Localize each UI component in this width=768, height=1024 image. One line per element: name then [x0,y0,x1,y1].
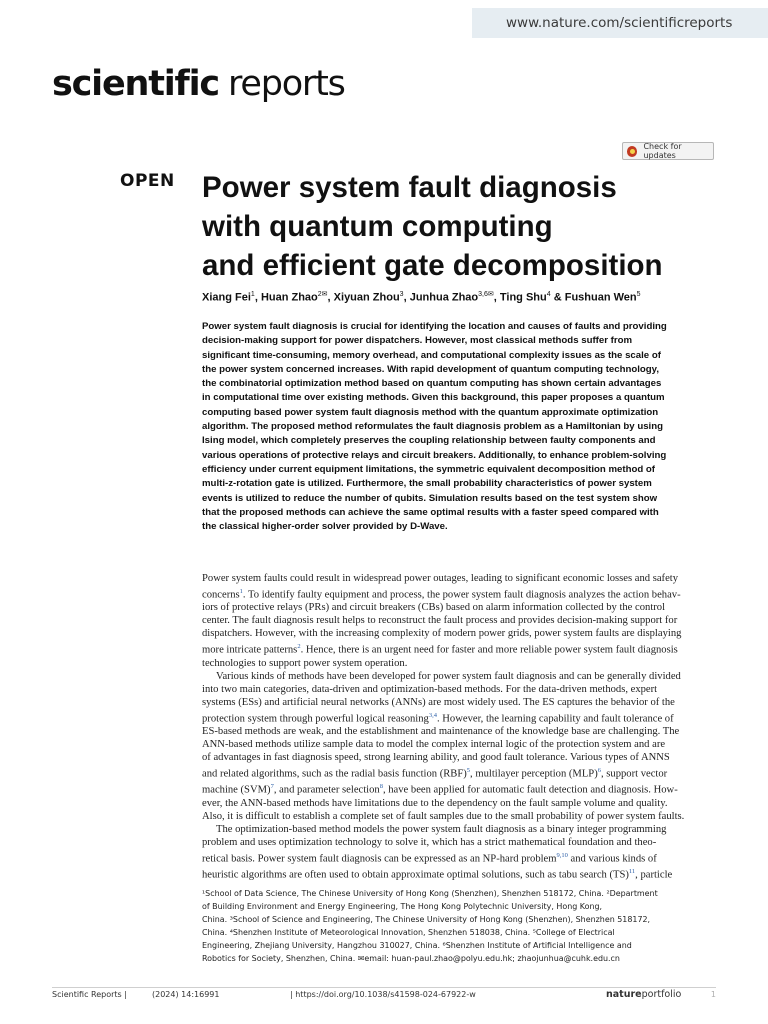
footer-doi-link[interactable]: | https://doi.org/10.1038/s41598-024-67922-w [290,990,476,999]
reference-link[interactable]: 9,10 [556,851,568,859]
body-text-span: , and parameter selection [273,784,380,796]
abstract-line: Ising model, which completely preserves the coupling relationship between faulty components and [202,435,656,447]
body-text-span: more intricate patterns [202,644,298,656]
abstract-line: events is utilized to reduce the number of qubits. Simulation results based on the test system show [202,492,658,504]
check-for-updates-button[interactable] [622,142,714,160]
footnote-line: of Building Environment and Energy Engineering, The Hong Kong Polytechnic University, Hong Kong, [202,902,603,911]
logo-word-scientific: scientific [52,64,219,104]
body-text-span: , particle [635,869,673,881]
body-text-span: systems (ESs) and artificial neural networks (ANNs) are most widely used. The ES captures the behavior of the [202,696,675,708]
title-line: and efficient gate decomposition [202,249,663,282]
publisher-logo [606,989,681,1000]
body-text-span: Various kinds of methods have been developed for power system fault diagnosis and can be generally divided [216,670,681,682]
body-text-span: . However, the learning capability and fault tolerance of [436,713,674,725]
body-text-span: center. The fault diagnosis result helps to reconstruct the fault process and provides decision-making support for [202,615,678,627]
open-access-label: OPEN [120,171,175,191]
body-text-span: problem and uses optimization technology to solve it, which has a strict mathematical foundation and theo- [202,836,657,848]
body-line [202,573,716,586]
body-text-span: into two main categories, data-driven and optimization-based methods. For the data-driven methods, expert [202,683,658,695]
author-affiliation: 4 [546,291,551,298]
body-line [202,726,716,739]
crossmark-icon [627,146,637,157]
abstract-line: multi-z-rotation gate is utilized. Furthermore, the small probability characteristics of power system [202,478,652,490]
body-text-span: protection system through powerful logical reasoning [202,713,429,725]
page-number: 1 [710,990,716,999]
abstract-line: the classical higher-order solver provided by D-Wave. [202,521,448,533]
abstract-line: efficiency under current equipment limitations, the symmetric equivalent decomposition method of [202,463,655,475]
body-line [202,602,716,615]
body-text-span: technologies to support power system operation. [202,657,408,669]
footnote-line: China. ⁴Shenzhen Institute of Meteorological Innovation, Shenzhen 518038, China. ⁵College of Electrical [202,928,615,937]
body-line [202,710,716,726]
abstract-line: computing based power system fault diagnosis method with the quantum approximate optimization [202,406,659,418]
body-text-span: heuristic algorithms are often used to obtain approximate optimal solutions, such as tabu search (TS) [202,869,629,881]
author-name[interactable]: Huan Zhao [260,291,318,304]
body-line [202,615,716,628]
body-text-span: ES-based methods are weak, and the establishment and maintenance of the knowledge base are challenging. The [202,726,680,738]
body-line [202,641,716,657]
footnote-line: ¹School of Data Science, The Chinese University of Hong Kong (Shenzhen), Shenzhen 518172, China. ²Department [202,889,658,898]
abstract-line: various operations of protective relays and circuit breakers. Additionally, to enhance problem-solving [202,449,667,461]
body-line [202,586,716,602]
footer-volume: (2024) 14:16991 [152,990,220,999]
body-line [202,697,716,710]
reference-link[interactable]: 11 [628,868,636,876]
publisher-logo-word-a: nature [606,989,642,1000]
author-name[interactable]: Xiang Fei [202,291,251,304]
reference-link[interactable]: 1 [239,587,243,595]
body-text-span: and related algorithms, such as the radial basis function (RBF) [202,768,467,780]
body-line [202,684,716,697]
abstract-line: decision-making support for power dispatchers. However, most classical methods suffer from [202,335,633,347]
title-line: with quantum computing [202,210,553,243]
page-footer [52,990,716,1004]
body-text-span: iors of protective relays (PRs) and circuit breakers (CBs) based on alarm information collected by the control [202,602,666,614]
journal-url-bar[interactable] [472,8,768,38]
author-affiliation: 2✉ [317,291,328,298]
footer-divider [52,987,716,988]
author-list: Xiang Fei$^1$, Huan Zhao$^{2✉}$, Xiyuan Zhou$^3$, Junhua Zhao$^{3,6✉}$, Ting Shu$^4$ & Fushuan Wen$^5$ [202,291,641,304]
author-affiliation: 3,6✉ [478,291,494,298]
body-line [202,824,716,837]
body-text-span: Also, it is difficult to establish a complete set of fault samples due to the small probability of power system faults. [202,810,685,822]
abstract-line: in computational time over existing methods. Given this background, this paper proposes a quantum [202,392,665,404]
abstract-line: Power system fault diagnosis is crucial for identifying the location and causes of faults and providing [202,321,667,332]
reference-link[interactable]: 3,4 [428,711,437,719]
title-line: Power system fault diagnosis [202,171,617,204]
body-text-span: , support vector [600,768,668,780]
footnote-line: Engineering, Zhejiang University, Hangzhou 310027, China. ⁶Shenzhen Institute of Artificial Intelligence and [202,941,632,950]
author-affiliation: 5 [636,291,641,298]
author-name[interactable]: Fushuan Wen [564,291,637,304]
logo-word-reports: reports [227,64,345,104]
abstract-line: significant time-consuming, memory overhead, and computational complexity issues as the scale of [202,349,661,361]
reference-link[interactable]: 8 [379,783,383,791]
abstract-line: the power system concerned increases. With rapid development of quantum computing technology, [202,363,659,375]
body-text-span: concerns [202,589,240,601]
body-text-span: of advantages in fast diagnosis speed, strong learning ability, and good fault tolerance. Various types of ANNS [202,751,670,763]
body-text-span: ever, the ANN-based methods have limitations due to the dependency on the fault sample volume and quality. [202,797,668,809]
author-name[interactable]: Junhua Zhao [409,291,479,304]
affiliations-footnote [202,887,716,965]
body-line [202,811,716,824]
body-line [202,739,716,752]
body-text-span: . To identify faulty equipment and process, the power system fault diagnosis analyzes the action behav- [242,589,681,601]
body-line [202,658,716,671]
author-name[interactable]: Xiyuan Zhou [333,291,400,304]
reference-link[interactable]: 7 [270,783,274,791]
author-name[interactable]: Ting Shu [499,291,547,304]
body-line [202,866,716,882]
introduction-body [202,573,716,883]
body-line [202,781,716,797]
body-line [202,837,716,850]
check-for-updates-label: Check for updates [643,142,682,160]
footer-journal: Scientific Reports | [52,990,127,999]
footnote-line: Robotics for Society, Shenzhen, China. ✉email: huan-paul.zhao@polyu.edu.hk; zhaojunhua@cuhk.edu.cn [202,954,620,963]
body-text-span: Power system faults could result in widespread power outages, leading to significant economic losses and safety [202,573,679,584]
journal-url[interactable]: www.nature.com/scientificreports [506,15,733,31]
body-line [202,628,716,641]
abstract [202,320,710,534]
author-affiliation: 1 [250,291,255,298]
reference-link[interactable]: 6 [597,766,601,774]
body-line [202,671,716,684]
author-affiliation: 3 [399,291,404,298]
reference-link[interactable]: 5 [466,766,471,774]
body-line [202,765,716,781]
body-text-span: and various kinds of [567,853,657,865]
body-text-span: , have been applied for automatic fault detection and diagnosis. How- [382,784,678,796]
body-text-span: , multilayer perception (MLP) [470,768,598,780]
abstract-line: that the proposed methods can achieve the same optimal results with a faster speed compared with [202,506,659,518]
body-text-span: The optimization-based method models the power system fault diagnosis as a binary integer programming [216,823,667,835]
publisher-logo-word-b: portfolio [641,989,682,1000]
body-text-span: ANN-based methods utilize sample data to model the complex internal logic of the protection system and are [202,739,666,751]
journal-logo [52,64,345,104]
body-line [202,798,716,811]
reference-link[interactable]: 2 [297,643,301,651]
body-text-span: machine (SVM) [202,784,271,796]
body-line [202,752,716,765]
abstract-line: algorithm. The proposed method reformulates the fault diagnosis problem as a Hamiltonian by using [202,421,663,433]
body-text-span: retical basis. Power system fault diagnosis can be expressed as an NP-hard problem [202,853,557,865]
abstract-line: the combinatorial optimization method based on quantum computing has shown certain advantages [202,378,662,390]
body-line [202,850,716,866]
body-text-span: . Hence, there is an urgent need for faster and more reliable power system fault diagnosis [300,644,678,656]
footnote-line: China. ³School of Science and Engineering, The Chinese University of Hong Kong (Shenzhen), Shenzhen 518172, [202,915,651,924]
body-text-span: dispatchers. However, with the increasing complexity of modern power grids, power system faults are displaying [202,628,682,640]
article-title [202,168,722,285]
